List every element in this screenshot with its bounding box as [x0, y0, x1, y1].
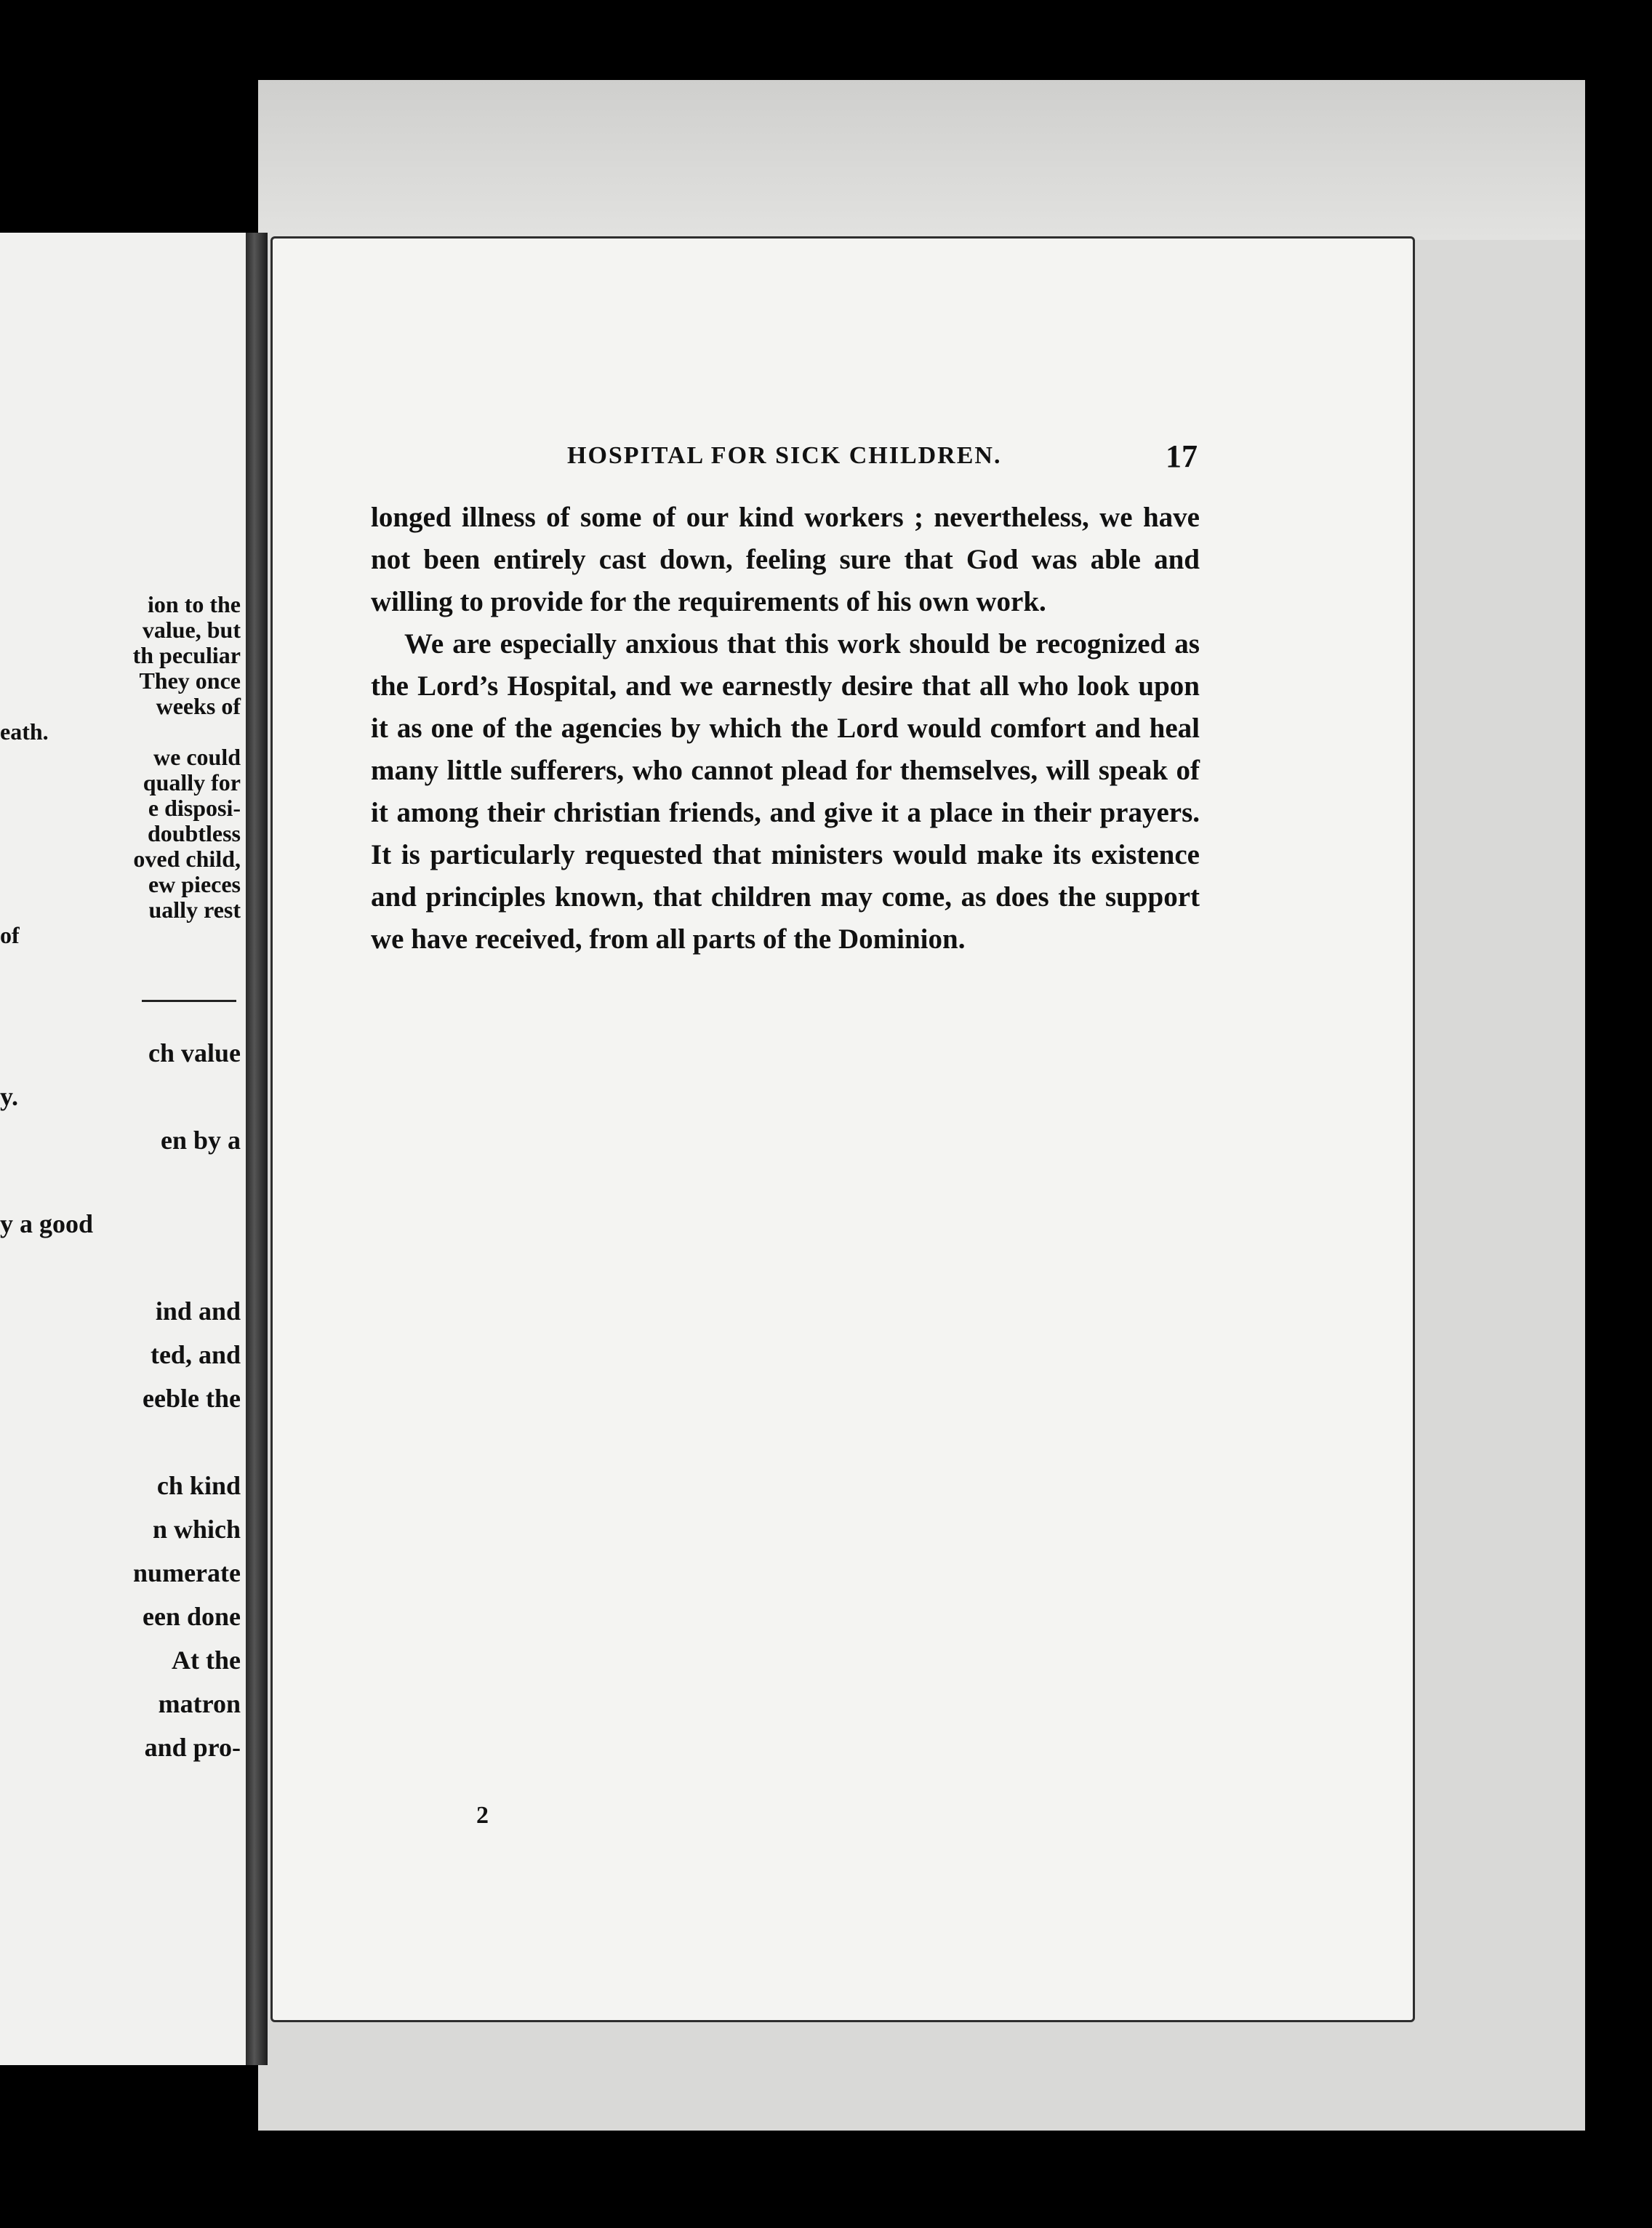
left-page-line: een done: [143, 1602, 241, 1631]
left-page-line: ew pieces: [148, 871, 241, 897]
left-page-line: numerate: [133, 1558, 241, 1587]
page-header: [273, 438, 1413, 486]
left-page-line: of: [0, 922, 20, 948]
left-page-line: value, but: [142, 617, 241, 643]
left-page-line: e disposi-: [148, 795, 241, 821]
paragraph: We are especially anxious that this work should be recognized as the Lord’s Hospital, and we earnestly desire that all who look upon it as one of the agencies by which the Lord would comfort and heal many little sufferers, who cannot plead for themselves, will speak of it among their christian friends, and give it a place in their prayers. It is particularly requested that ministers would make its existence and principles known, that children may come, as does the support we have received, from all parts of the Dominion.: [371, 628, 1200, 955]
left-page-line: qually for: [143, 769, 241, 796]
left-page-line: They once: [139, 668, 241, 694]
left-page-line: ch kind: [156, 1471, 241, 1500]
left-page-line: n which: [152, 1515, 241, 1544]
running-head: HOSPITAL FOR SICK CHILDREN.: [567, 442, 1002, 469]
left-page-line: At the: [172, 1646, 241, 1675]
left-page-line: eath.: [0, 718, 49, 745]
body-text: [371, 497, 1200, 961]
paragraph: longed illness of some of our kind workers ; nevertheless, we have not been entirely cast down, feeling sure that God was able and willing to provide for the requirements of his own work.: [371, 502, 1200, 617]
left-page-line: ion to the: [148, 591, 241, 617]
backing-sheet-top: [258, 80, 1585, 240]
left-page-line: matron: [158, 1689, 241, 1718]
left-page-line: y a good: [0, 1209, 94, 1238]
page-number: 17: [1166, 438, 1198, 474]
left-page-line: oved child,: [133, 846, 241, 872]
signature-mark: 2: [476, 1802, 489, 1829]
left-page-rule: [142, 1000, 236, 1002]
left-page: [0, 233, 251, 2065]
left-page-line: ually rest: [148, 897, 241, 923]
right-page: [270, 236, 1415, 2022]
left-page-line: th peculiar: [132, 642, 241, 668]
left-page-line: ind and: [155, 1297, 241, 1326]
left-page-line: ted, and: [150, 1340, 241, 1369]
left-page-line: and pro-: [144, 1733, 241, 1762]
left-page-line: en by a: [160, 1126, 241, 1155]
left-page-line: ch value: [148, 1038, 241, 1067]
left-page-line: we could: [153, 744, 241, 770]
left-page-line: y.: [0, 1082, 19, 1111]
left-page-line: doubtless: [147, 820, 241, 846]
left-page-line: eeble the: [143, 1384, 241, 1413]
left-page-line: weeks of: [156, 693, 241, 719]
book-gutter: [246, 233, 268, 2065]
